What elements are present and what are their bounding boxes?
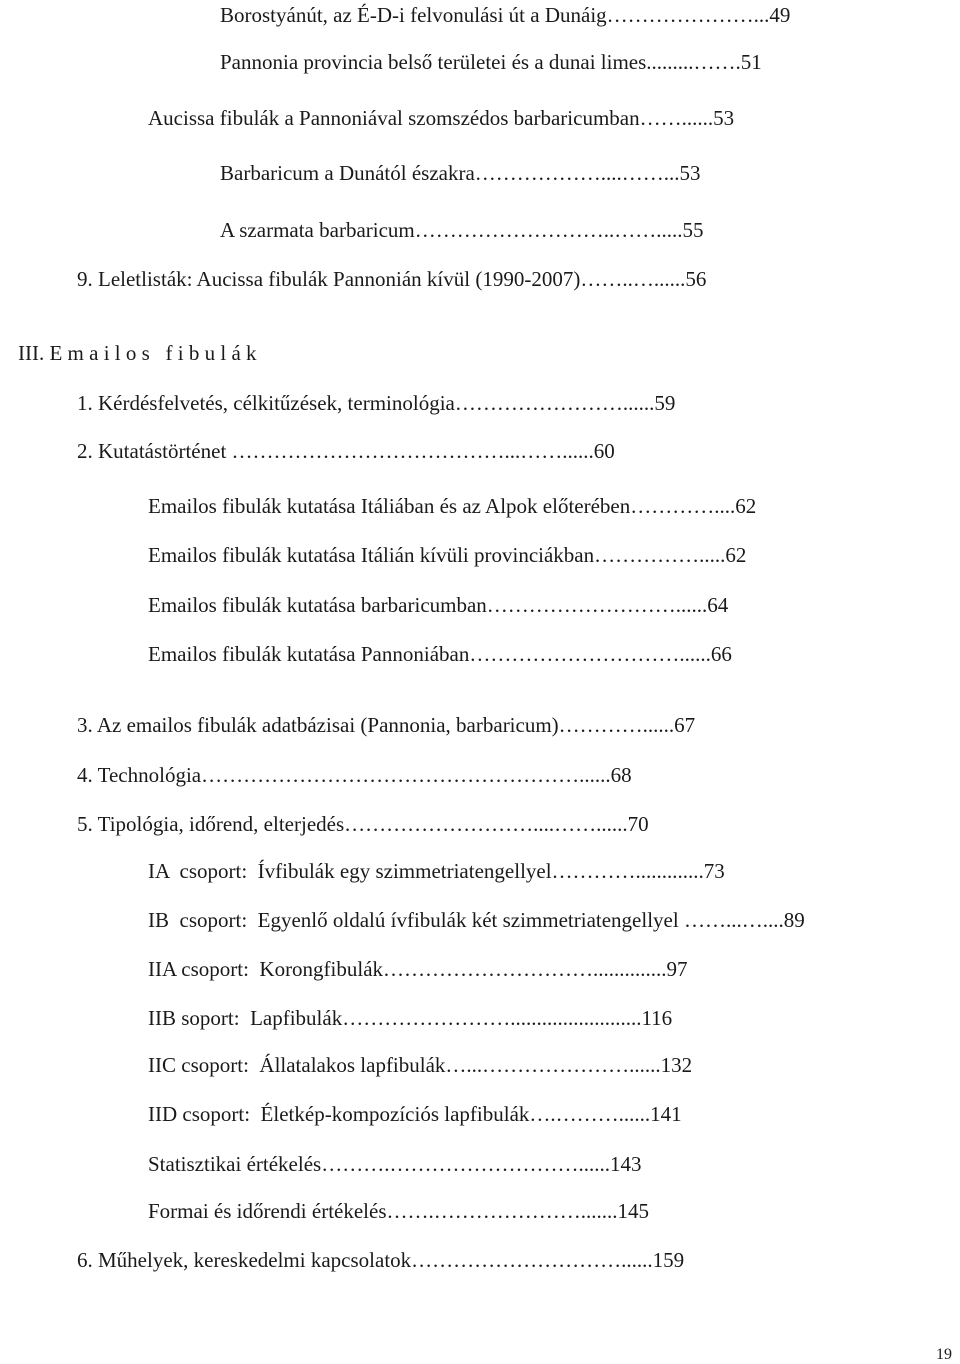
toc-line: Emailos fibulák kutatása Pannoniában…………………………......66 bbox=[148, 642, 732, 666]
toc-line: 1. Kérdésfelvetés, célkitűzések, terminológia……………………......59 bbox=[77, 391, 676, 415]
toc-line: Borostyánút, az É-D-i felvonulási út a Dunáig…………………...49 bbox=[220, 3, 791, 27]
toc-line: 5. Tipológia, időrend, elterjedés………………………....……......70 bbox=[77, 812, 649, 836]
page-number: 19 bbox=[936, 1346, 952, 1363]
toc-line: A szarmata barbaricum………………………..…….....55 bbox=[220, 218, 704, 242]
toc-line: IID csoport: Életkép-kompozíciós lapfibulák….………......141 bbox=[148, 1102, 682, 1126]
toc-line: IIB soport: Lapfibulák…………………….........................116 bbox=[148, 1006, 673, 1030]
toc-line: IB csoport: Egyenlő oldalú ívfibulák két szimmetriatengellyel ……...…....89 bbox=[148, 908, 805, 932]
toc-line: 2. Kutatástörténet …………………………………...……......60 bbox=[77, 439, 615, 463]
toc-line: Emailos fibulák kutatása Itáliában és az Alpok előterében…………....62 bbox=[148, 494, 757, 518]
toc-line: IIA csoport: Korongfibulák…………………………..............97 bbox=[148, 957, 688, 981]
section-heading: III. E m a i l o s f i b u l á k bbox=[18, 341, 257, 365]
toc-line: 4. Technológia………………………………………………......68 bbox=[77, 763, 632, 787]
toc-line: IIC csoport: Állatalakos lapfibulák…...…………………......132 bbox=[148, 1053, 693, 1077]
toc-line: 6. Műhelyek, kereskedelmi kapcsolatok…………………………......159 bbox=[77, 1248, 685, 1272]
toc-line: Barbaricum a Dunától északra………………....……...53 bbox=[220, 161, 701, 185]
toc-line: Emailos fibulák kutatása barbaricumban………………………......64 bbox=[148, 593, 729, 617]
toc-line: 9. Leletlisták: Aucissa fibulák Pannonián kívül (1990-2007)……..…......56 bbox=[77, 267, 707, 291]
toc-line: Formai és időrendi értékelés…….………………….......145 bbox=[148, 1199, 650, 1223]
toc-line: Statisztikai értékelés……….………………………......143 bbox=[148, 1152, 642, 1176]
toc-line: Aucissa fibulák a Pannoniával szomszédos barbaricumban……......53 bbox=[148, 106, 735, 130]
toc-line: Pannonia provincia belső területei és a dunai limes.........…….51 bbox=[220, 50, 762, 74]
toc-line: 3. Az emailos fibulák adatbázisai (Pannonia, barbaricum)…………......67 bbox=[77, 713, 696, 737]
toc-line: Emailos fibulák kutatása Itálián kívüli provinciákban…………….....62 bbox=[148, 543, 747, 567]
toc-line: IA csoport: Ívfibulák egy szimmetriatengellyel………….............73 bbox=[148, 859, 725, 883]
